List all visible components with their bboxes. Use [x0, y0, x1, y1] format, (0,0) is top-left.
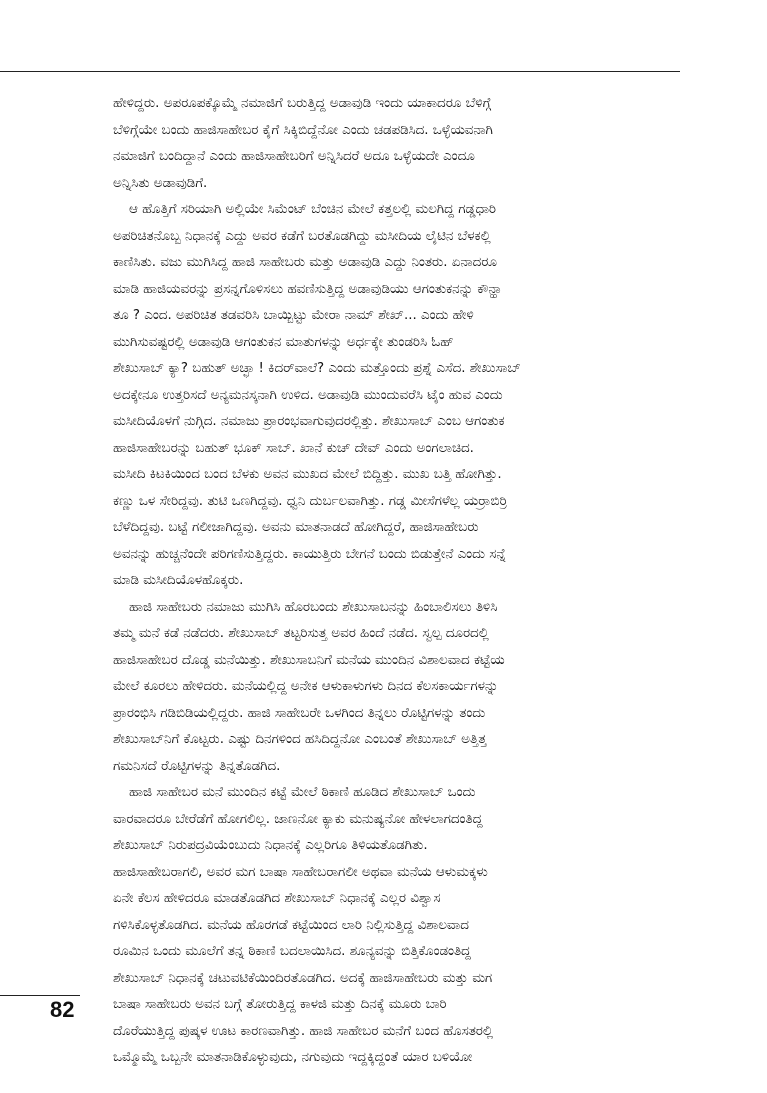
text-line: ತಮ್ಮ ಮನೆ ಕಡೆ ನಡೆದರು. ಶೇಖುಸಾಬ್ ತಟ್ಟರಿಸುತ್ತ ಅವರ ಹಿಂದೆ ನಡೆದ. ಸ್ವಲ್ಪ ದೂರದಲ್ಲಿ	[113, 626, 489, 641]
text-line: ವಾರವಾದರೂ ಬೇರೆಡೆಗೆ ಹೋಗಲಿಲ್ಲ. ಜಾಣನೋ ಕ್ಯಾಕು ಮನುಷ್ಯನೋ ಹೇಳಲಾಗದಂತಿದ್ದ	[113, 811, 483, 827]
page-number: 82	[50, 997, 75, 1022]
text-line: ಶೇಖುಸಾಬ್‌ನಿಗೆ ಕೊಟ್ಟರು. ಎಷ್ಟು ದಿನಗಳಿಂದ ಹಸಿದಿದ್ದನೋ ಎಂಬಂತೆ ಶೇಖುಸಾಬ್ ಅತ್ತಿತ್ತ	[113, 732, 487, 747]
text-line: ಹಾಜಿಸಾಹೇಬರ ದೊಡ್ಡ ಮನೆಯಿತ್ತು. ಶೇಖುಸಾಬನಿಗೆ ಮನೆಯ ಮುಂದಿನ ವಿಶಾಲವಾದ ಕಟ್ಟೆಯ	[113, 652, 505, 668]
text-line: ಅದಕ್ಕೇನೂ ಉತ್ತರಿಸದೆ ಅನ್ಯಮನಸ್ಕನಾಗಿ ಉಳಿದ. ಅಡಾವುಡಿ ಮುಂದುವರೆಸಿ ಟೈಂ ಹುವ ಎಂದು	[113, 387, 503, 403]
text-line: ಬೆಳೆದಿದ್ದವು. ಬಟ್ಟೆ ಗಲೀಜಾಗಿದ್ದವು. ಅವನು ಮಾತನಾಡದೆ ಹೋಗಿದ್ದರೆ, ಹಾಜಿಸಾಹೇಬರು	[113, 520, 479, 535]
text-line: ಅವನನ್ನು ಹುಚ್ಚನೆಂದೇ ಪರಿಗಣಿಸುತ್ತಿದ್ದರು. ಕಾಯುತ್ತಿರು ಬೇಗನೆ ಬಂದು ಬಿಡುತ್ತೇನೆ ಎಂದು ಸನ್ನೆ	[113, 546, 507, 562]
text-line: ಮಾಡಿ ಹಾಜಿಯವರನ್ನು ಪ್ರಸನ್ನಗೊಳಿಸಲು ಹವಣಿಸುತ್ತಿದ್ದ ಅಡಾವುಡಿಯು ಆಗಂತುಕನನ್ನು ಕೌನ್ಹಾ	[113, 281, 503, 297]
text-line: ಮಸೀದಿ ಕಿಟಕಿಯಿಂದ ಬಂದ ಬೆಳಕು ಅವನ ಮುಖದ ಮೇಲೆ ಬಿದ್ದಿತ್ತು. ಮುಖ ಬತ್ತಿ ಹೋಗಿತ್ತು.	[113, 467, 502, 482]
text-line: ಅಪರಿಚಿತನೊಬ್ಬ ನಿಧಾನಕ್ಕೆ ಎದ್ದು ಅವರ ಕಡೆಗೆ ಬರತೊಡಗಿದ್ದು ಮಸೀದಿಯ ಲೈಟಿನ ಬೆಳಕಲ್ಲಿ	[113, 228, 491, 244]
page-body	[113, 91, 675, 1072]
paragraph-start-line: ಆ ಹೊತ್ತಿಗೆ ಸರಿಯಾಗಿ ಅಲ್ಲಿಯೇ ಸಿಮೆಂಟ್ ಬೆಂಚಿನ ಮೇಲೆ ಕತ್ತಲಲ್ಲಿ ಮಲಗಿದ್ದ ಗಡ್ಡಧಾರಿ	[129, 202, 496, 217]
text-line: ತೂ ? ಎಂದ. ಅಪರಿಚಿತ ತಡವರಿಸಿ ಬಾಯ್ಬಿಟ್ಟು ಮೇರಾ ನಾಮ್ ಶೇಖ್... ಎಂದು ಹೇಳಿ	[113, 308, 474, 323]
text-line: ಹೇಳಿದ್ದರು. ಅಪರೂಪಕ್ಕೊಮ್ಮೆ ನಮಾಜಿಗೆ ಬರುತ್ತಿದ್ದ ಅಡಾವುಡಿ ಇಂದು ಯಾಕಾದರೂ ಬೆಳಿಗ್ಗೆ	[113, 96, 492, 111]
text-line: ಏನೇ ಕೆಲಸ ಹೇಳಿದರೂ ಮಾಡತೊಡಗಿದ ಶೇಖುಸಾಬ್ ನಿಧಾನಕ್ಕೆ ಎಲ್ಲರ ವಿಶ್ವಾಸ	[113, 891, 441, 906]
text-line: ಶೇಖುಸಾಬ್ ನಿಧಾನಕ್ಕೆ ಚಟುವಟಿಕೆಯಿಂದಿರತೊಡಗಿದ. ಅದಕ್ಕೆ ಹಾಜಿಸಾಹೇಬರು ಮತ್ತು ಮಗ	[113, 970, 493, 986]
text-line: ಒಮ್ಮೊಮ್ಮೆ ಒಬ್ಬನೇ ಮಾತನಾಡಿಕೊಳ್ಳುವುದು, ನಗುವುದು ಇದ್ದಕ್ಕಿದ್ದಂತೆ ಯಾರ ಬಳಿಯೋ	[113, 1050, 473, 1065]
text-line: ಮಸೀದಿಯೊಳಗೆ ನುಗ್ಗಿದ. ನಮಾಜು ಪ್ರಾರಂಭವಾಗುವುದರಲ್ಲಿತ್ತು. ಶೇಖುಸಾಬ್ ಎಂಬ ಆಗಂತುಕ	[113, 414, 505, 429]
text-line: ಮುಗಿಸುವಷ್ಟರಲ್ಲಿ ಅಡಾವುಡಿ ಆಗಂತುಕನ ಮಾತುಗಳನ್ನು ಅರ್ಧಕ್ಕೇ ತುಂಡರಿಸಿ ಓಹ್	[113, 334, 454, 350]
text-line: ಕಾಣಿಸಿತು. ವಜು ಮುಗಿಸಿದ್ದ ಹಾಜಿ ಸಾಹೇಬರು ಮತ್ತು ಅಡಾವುಡಿ ಎದ್ದು ನಿಂತರು. ಏನಾದರೂ	[113, 255, 497, 270]
text-line: ಪ್ರಾರಂಭಿಸಿ ಗಡಿಬಿಡಿಯಲ್ಲಿದ್ದರು. ಹಾಜಿ ಸಾಹೇಬರೇ ಒಳಗಿಂದ ತಿನ್ನಲು ರೊಟ್ಟಿಗಳನ್ನು ತಂದು	[113, 705, 486, 721]
text-line: ಬಾಷಾ ಸಾಹೇಬರು ಅವನ ಬಗ್ಗೆ ತೋರುತ್ತಿದ್ದ ಕಾಳಜಿ ಮತ್ತು ದಿನಕ್ಕೆ ಮೂರು ಬಾರಿ	[113, 997, 447, 1012]
text-line: ಶೇಖುಸಾಬ್ ಕ್ಯಾ? ಬಹುತ್ ಅಚ್ಛಾ ! ಕಿದರ್‌ವಾಲೆ? ಎಂದು ಮತ್ತೊಂದು ಪ್ರಶ್ನೆ ಎಸೆದ. ಶೇಖುಸಾಬ್	[113, 361, 521, 376]
paragraph-start-line: ಹಾಜಿ ಸಾಹೇಬರು ನಮಾಜು ಮುಗಿಸಿ ಹೊರಬಂದು ಶೇಖುಸಾಬನನ್ನು ಹಿಂಬಾಲಿಸಲು ತಿಳಿಸಿ	[129, 599, 498, 615]
text-line: ಮಾಡಿ ಮಸೀದಿಯೊಳಹೊಕ್ಕರು.	[113, 573, 244, 588]
text-line: ಶೇಖುಸಾಬ್ ನಿರುಪದ್ರವಿಯೆಂಬುದು ನಿಧಾನಕ್ಕೆ ಎಲ್ಲರಿಗೂ ತಿಳಿಯತೊಡಗಿತು.	[113, 838, 428, 853]
text-line: ಹಾಜಿಸಾಹೇಬರಾಗಲಿ, ಅವರ ಮಗ ಬಾಷಾ ಸಾಹೇಬರಾಗಲೀ ಅಥವಾ ಮನೆಯ ಆಳುಮಕ್ಕಳು	[113, 864, 488, 880]
text-line: ಹಾಜಿಸಾಹೇಬರನ್ನು ಬಹುತ್ ಭೂಕ್ ಸಾಬ್. ಖಾನೆ ಕುಚ್ ದೇವ್ ಎಂದು ಅಂಗಲಾಚಿದ.	[113, 440, 474, 456]
text-line: ಕಣ್ಣು ಒಳ ಸೇರಿದ್ದವು. ತುಟಿ ಒಣಗಿದ್ದವು. ಧ್ವನಿ ದುರ್ಬಲವಾಗಿತ್ತು. ಗಡ್ಡ ಮೀಸೆಗಳೆಲ್ಲ ಯರ್ರಾಬಿರ್ರಿ	[113, 493, 508, 509]
text-line: ನಮಾಜಿಗೆ ಬಂದಿದ್ದಾನೆ ಎಂದು ಹಾಜಿಸಾಹೇಬರಿಗೆ ಅನ್ನಿಸಿದರೆ ಅದೂ ಒಳ್ಳೆಯದೇ ಎಂದೂ	[113, 149, 475, 164]
text-line: ಬೆಳಿಗ್ಗೆಯೇ ಬಂದು ಹಾಜಿಸಾಹೇಬರ ಕೈಗೆ ಸಿಕ್ಕಿಬಿದ್ದೆನೋ ಎಂದು ಚಡಪಡಿಸಿದ. ಒಳ್ಳೆಯವನಾಗಿ	[113, 122, 493, 138]
text-line: ಮೇಲೆ ಕೂರಲು ಹೇಳಿದರು. ಮನೆಯಲ್ಲಿದ್ದ ಅನೇಕ ಆಳುಕಾಳುಗಳು ದಿನದ ಕೆಲಸಕಾರ್ಯಗಳನ್ನು	[113, 679, 499, 694]
text-line: ದೊರೆಯುತ್ತಿದ್ದ ಪುಷ್ಕಳ ಊಟ ಕಾರಣವಾಗಿತ್ತು. ಹಾಜಿ ಸಾಹೇಬರ ಮನೆಗೆ ಬಂದ ಹೊಸತರಲ್ಲಿ	[113, 1023, 493, 1039]
header-rule	[0, 71, 680, 72]
text-line: ಅನ್ನಿಸಿತು ಅಡಾವುಡಿಗೆ.	[113, 175, 208, 191]
paragraph-start-line: ಹಾಜಿ ಸಾಹೇಬರ ಮನೆ ಮುಂದಿನ ಕಟ್ಟೆ ಮೇಲೆ ಠಿಕಾಣಿ ಹೂಡಿದ ಶೇಖುಸಾಬ್ ಒಂದು	[129, 785, 476, 800]
text-line: ಗಳಿಸಿಕೊಳ್ಳತೊಡಗಿದ. ಮನೆಯ ಹೊರಗಡೆ ಕಟ್ಟೆಯಿಂದ ಲಾರಿ ನಿಲ್ಲಿಸುತ್ತಿದ್ದ ವಿಶಾಲವಾದ	[113, 917, 469, 933]
text-line: ರೂಮಿನ ಒಂದು ಮೂಲೆಗೆ ತನ್ನ ಠಿಕಾಣಿ ಬದಲಾಯಿಸಿದ. ಶೂನ್ಯವನ್ನು ಬಿತ್ತಿಕೊಂಡಂತಿದ್ದ	[113, 944, 471, 959]
text-line: ಗಮನಿಸದೆ ರೊಟ್ಟಿಗಳನ್ನು ತಿನ್ನತೊಡಗಿದ.	[113, 758, 281, 774]
